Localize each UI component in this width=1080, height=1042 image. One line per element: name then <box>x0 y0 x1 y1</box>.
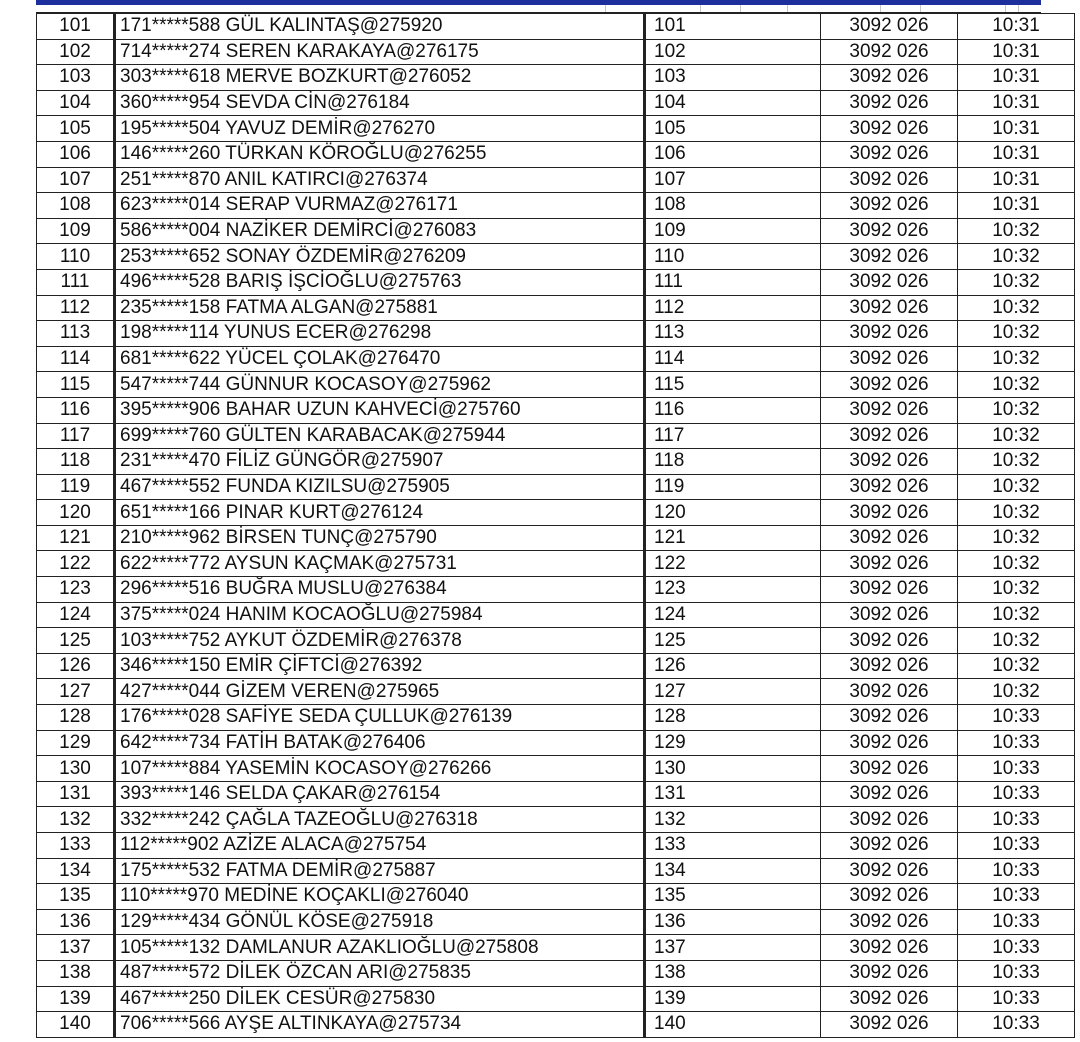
table-row <box>37 218 1075 244</box>
applicant-entry: 195*****504 YAVUZ DEMİR@276270 <box>115 116 645 142</box>
time-cell: 10:32 <box>958 346 1075 372</box>
row-number: 111 <box>37 269 115 295</box>
applicant-entry: 623*****014 SERAP VURMAZ@276171 <box>115 193 645 219</box>
code-cell: 3092 026 <box>821 884 958 910</box>
row-number: 102 <box>37 39 115 65</box>
table-row <box>37 397 1075 423</box>
row-number: 118 <box>37 449 115 475</box>
applicant-entry: 129*****434 GÖNÜL KÖSE@275918 <box>115 909 645 935</box>
table-row <box>37 730 1075 756</box>
row-number: 138 <box>37 960 115 986</box>
code-cell: 3092 026 <box>821 500 958 526</box>
time-cell: 10:32 <box>958 397 1075 423</box>
sequence-number: 129 <box>645 730 821 756</box>
code-cell: 3092 026 <box>821 679 958 705</box>
sequence-number: 127 <box>645 679 821 705</box>
row-number: 135 <box>37 884 115 910</box>
sequence-number: 115 <box>645 372 821 398</box>
applicant-entry: 146*****260 TÜRKAN KÖROĞLU@276255 <box>115 141 645 167</box>
sequence-number: 102 <box>645 39 821 65</box>
table-row <box>37 244 1075 270</box>
code-cell: 3092 026 <box>821 167 958 193</box>
code-cell: 3092 026 <box>821 986 958 1012</box>
time-cell: 10:31 <box>958 193 1075 219</box>
code-cell: 3092 026 <box>821 1012 958 1038</box>
sequence-number: 114 <box>645 346 821 372</box>
applicant-entry: 231*****470 FİLİZ GÜNGÖR@275907 <box>115 449 645 475</box>
applicant-entry: 427*****044 GİZEM VEREN@275965 <box>115 679 645 705</box>
code-cell: 3092 026 <box>821 807 958 833</box>
row-number: 112 <box>37 295 115 321</box>
time-cell: 10:33 <box>958 986 1075 1012</box>
table-row <box>37 474 1075 500</box>
sequence-number: 123 <box>645 577 821 603</box>
applicant-entry: 467*****250 DİLEK CESÜR@275830 <box>115 986 645 1012</box>
row-number: 121 <box>37 525 115 551</box>
row-number: 132 <box>37 807 115 833</box>
time-cell: 10:31 <box>958 39 1075 65</box>
code-cell: 3092 026 <box>821 756 958 782</box>
table-row <box>37 90 1075 116</box>
row-number: 137 <box>37 935 115 961</box>
code-cell: 3092 026 <box>821 525 958 551</box>
applicant-entry: 210*****962 BİRSEN TUNÇ@275790 <box>115 525 645 551</box>
sequence-number: 109 <box>645 218 821 244</box>
sequence-number: 110 <box>645 244 821 270</box>
code-cell: 3092 026 <box>821 551 958 577</box>
sequence-number: 113 <box>645 321 821 347</box>
table-row <box>37 628 1075 654</box>
time-cell: 10:32 <box>958 577 1075 603</box>
time-cell: 10:32 <box>958 269 1075 295</box>
row-number: 109 <box>37 218 115 244</box>
sequence-number: 121 <box>645 525 821 551</box>
table-row <box>37 372 1075 398</box>
code-cell: 3092 026 <box>821 269 958 295</box>
time-cell: 10:32 <box>958 372 1075 398</box>
table-row <box>37 960 1075 986</box>
sequence-number: 103 <box>645 65 821 91</box>
row-number: 122 <box>37 551 115 577</box>
time-cell: 10:31 <box>958 65 1075 91</box>
sequence-number: 138 <box>645 960 821 986</box>
time-cell: 10:32 <box>958 551 1075 577</box>
time-cell: 10:32 <box>958 244 1075 270</box>
time-cell: 10:31 <box>958 116 1075 142</box>
applicant-entry: 622*****772 AYSUN KAÇMAK@275731 <box>115 551 645 577</box>
table-row <box>37 65 1075 91</box>
applicant-entry: 681*****622 YÜCEL ÇOLAK@276470 <box>115 346 645 372</box>
table-row <box>37 14 1075 40</box>
row-number: 139 <box>37 986 115 1012</box>
table-row <box>37 116 1075 142</box>
row-number: 128 <box>37 705 115 731</box>
sequence-number: 134 <box>645 858 821 884</box>
row-number: 134 <box>37 858 115 884</box>
applicant-entry: 296*****516 BUĞRA MUSLU@276384 <box>115 577 645 603</box>
table-row <box>37 39 1075 65</box>
row-number: 120 <box>37 500 115 526</box>
row-number: 125 <box>37 628 115 654</box>
sequence-number: 117 <box>645 423 821 449</box>
table-row <box>37 705 1075 731</box>
applicant-entry: 651*****166 PINAR KURT@276124 <box>115 500 645 526</box>
time-cell: 10:31 <box>958 141 1075 167</box>
time-cell: 10:32 <box>958 474 1075 500</box>
applicant-entry: 547*****744 GÜNNUR KOCASOY@275962 <box>115 372 645 398</box>
row-number: 110 <box>37 244 115 270</box>
sequence-number: 107 <box>645 167 821 193</box>
row-number: 108 <box>37 193 115 219</box>
table-row <box>37 935 1075 961</box>
code-cell: 3092 026 <box>821 705 958 731</box>
code-cell: 3092 026 <box>821 833 958 859</box>
applicant-entry: 586*****004 NAZİKER DEMİRCİ@276083 <box>115 218 645 244</box>
table-row <box>37 679 1075 705</box>
time-cell: 10:32 <box>958 500 1075 526</box>
sequence-number: 101 <box>645 14 821 40</box>
applicant-entry: 198*****114 YUNUS ECER@276298 <box>115 321 645 347</box>
row-number: 103 <box>37 65 115 91</box>
table-row <box>37 833 1075 859</box>
time-cell: 10:32 <box>958 525 1075 551</box>
code-cell: 3092 026 <box>821 90 958 116</box>
sequence-number: 135 <box>645 884 821 910</box>
time-cell: 10:32 <box>958 628 1075 654</box>
code-cell: 3092 026 <box>821 244 958 270</box>
table-row <box>37 884 1075 910</box>
code-cell: 3092 026 <box>821 449 958 475</box>
table-row <box>37 551 1075 577</box>
code-cell: 3092 026 <box>821 14 958 40</box>
time-cell: 10:33 <box>958 858 1075 884</box>
sequence-number: 128 <box>645 705 821 731</box>
row-number: 123 <box>37 577 115 603</box>
time-cell: 10:33 <box>958 756 1075 782</box>
applicant-entry: 112*****902 AZİZE ALACA@275754 <box>115 833 645 859</box>
row-number: 104 <box>37 90 115 116</box>
sequence-number: 105 <box>645 116 821 142</box>
result-table <box>36 13 1075 1038</box>
applicant-entry: 105*****132 DAMLANUR AZAKLIOĞLU@275808 <box>115 935 645 961</box>
applicant-entry: 714*****274 SEREN KARAKAYA@276175 <box>115 39 645 65</box>
code-cell: 3092 026 <box>821 397 958 423</box>
applicant-entry: 699*****760 GÜLTEN KARABACAK@275944 <box>115 423 645 449</box>
applicant-entry: 110*****970 MEDİNE KOÇAKLI@276040 <box>115 884 645 910</box>
applicant-entry: 467*****552 FUNDA KIZILSU@275905 <box>115 474 645 500</box>
code-cell: 3092 026 <box>821 781 958 807</box>
code-cell: 3092 026 <box>821 577 958 603</box>
row-number: 140 <box>37 1012 115 1038</box>
row-number: 129 <box>37 730 115 756</box>
sequence-number: 126 <box>645 653 821 679</box>
sequence-number: 130 <box>645 756 821 782</box>
table-row <box>37 653 1075 679</box>
code-cell: 3092 026 <box>821 423 958 449</box>
time-cell: 10:33 <box>958 807 1075 833</box>
row-number: 113 <box>37 321 115 347</box>
applicant-entry: 235*****158 FATMA ALGAN@275881 <box>115 295 645 321</box>
code-cell: 3092 026 <box>821 218 958 244</box>
time-cell: 10:33 <box>958 833 1075 859</box>
table-row <box>37 986 1075 1012</box>
time-cell: 10:33 <box>958 1012 1075 1038</box>
code-cell: 3092 026 <box>821 141 958 167</box>
row-number: 114 <box>37 346 115 372</box>
time-cell: 10:33 <box>958 730 1075 756</box>
row-number: 126 <box>37 653 115 679</box>
time-cell: 10:33 <box>958 705 1075 731</box>
table-row <box>37 577 1075 603</box>
top-blue-bar <box>36 0 1041 5</box>
time-cell: 10:33 <box>958 909 1075 935</box>
applicant-entry: 496*****528 BARIŞ İŞCİOĞLU@275763 <box>115 269 645 295</box>
table-row <box>37 141 1075 167</box>
sequence-number: 136 <box>645 909 821 935</box>
row-number: 107 <box>37 167 115 193</box>
applicant-entry: 107*****884 YASEMİN KOCASOY@276266 <box>115 756 645 782</box>
time-cell: 10:32 <box>958 602 1075 628</box>
table-row <box>37 525 1075 551</box>
time-cell: 10:33 <box>958 960 1075 986</box>
code-cell: 3092 026 <box>821 628 958 654</box>
code-cell: 3092 026 <box>821 321 958 347</box>
sequence-number: 131 <box>645 781 821 807</box>
applicant-entry: 171*****588 GÜL KALINTAŞ@275920 <box>115 14 645 40</box>
code-cell: 3092 026 <box>821 39 958 65</box>
time-cell: 10:33 <box>958 935 1075 961</box>
applicant-entry: 487*****572 DİLEK ÖZCAN ARI@275835 <box>115 960 645 986</box>
sequence-number: 137 <box>645 935 821 961</box>
applicant-entry: 103*****752 AYKUT ÖZDEMİR@276378 <box>115 628 645 654</box>
sequence-number: 125 <box>645 628 821 654</box>
code-cell: 3092 026 <box>821 909 958 935</box>
row-number: 131 <box>37 781 115 807</box>
table-row <box>37 346 1075 372</box>
row-number: 119 <box>37 474 115 500</box>
applicant-entry: 175*****532 FATMA DEMİR@275887 <box>115 858 645 884</box>
table-row <box>37 269 1075 295</box>
row-number: 101 <box>37 14 115 40</box>
code-cell: 3092 026 <box>821 858 958 884</box>
code-cell: 3092 026 <box>821 372 958 398</box>
code-cell: 3092 026 <box>821 65 958 91</box>
code-cell: 3092 026 <box>821 653 958 679</box>
row-number: 124 <box>37 602 115 628</box>
code-cell: 3092 026 <box>821 730 958 756</box>
applicant-entry: 253*****652 SONAY ÖZDEMİR@276209 <box>115 244 645 270</box>
row-number: 133 <box>37 833 115 859</box>
table-row <box>37 909 1075 935</box>
row-number: 116 <box>37 397 115 423</box>
applicant-entry: 395*****906 BAHAR UZUN KAHVECİ@275760 <box>115 397 645 423</box>
table-body <box>37 14 1075 1038</box>
applicant-entry: 375*****024 HANIM KOCAOĞLU@275984 <box>115 602 645 628</box>
time-cell: 10:32 <box>958 321 1075 347</box>
time-cell: 10:32 <box>958 449 1075 475</box>
row-number: 130 <box>37 756 115 782</box>
code-cell: 3092 026 <box>821 116 958 142</box>
sequence-number: 140 <box>645 1012 821 1038</box>
sequence-number: 122 <box>645 551 821 577</box>
code-cell: 3092 026 <box>821 474 958 500</box>
time-cell: 10:32 <box>958 295 1075 321</box>
table-row <box>37 423 1075 449</box>
row-number: 106 <box>37 141 115 167</box>
time-cell: 10:33 <box>958 781 1075 807</box>
time-cell: 10:31 <box>958 167 1075 193</box>
code-cell: 3092 026 <box>821 602 958 628</box>
applicant-entry: 251*****870 ANIL KATIRCI@276374 <box>115 167 645 193</box>
time-cell: 10:32 <box>958 218 1075 244</box>
time-cell: 10:31 <box>958 90 1075 116</box>
row-number: 136 <box>37 909 115 935</box>
sequence-number: 132 <box>645 807 821 833</box>
sequence-number: 106 <box>645 141 821 167</box>
sequence-number: 118 <box>645 449 821 475</box>
applicant-entry: 346*****150 EMİR ÇİFTCİ@276392 <box>115 653 645 679</box>
code-cell: 3092 026 <box>821 193 958 219</box>
sequence-number: 119 <box>645 474 821 500</box>
table-row <box>37 449 1075 475</box>
code-cell: 3092 026 <box>821 935 958 961</box>
code-cell: 3092 026 <box>821 960 958 986</box>
sequence-number: 120 <box>645 500 821 526</box>
table-row <box>37 858 1075 884</box>
time-cell: 10:33 <box>958 884 1075 910</box>
time-cell: 10:32 <box>958 653 1075 679</box>
sequence-number: 112 <box>645 295 821 321</box>
table-row <box>37 167 1075 193</box>
sequence-number: 108 <box>645 193 821 219</box>
row-number: 115 <box>37 372 115 398</box>
sequence-number: 139 <box>645 986 821 1012</box>
table-row <box>37 193 1075 219</box>
table-row <box>37 602 1075 628</box>
applicant-entry: 706*****566 AYŞE ALTINKAYA@275734 <box>115 1012 645 1038</box>
code-cell: 3092 026 <box>821 346 958 372</box>
sequence-number: 133 <box>645 833 821 859</box>
applicant-entry: 360*****954 SEVDA CİN@276184 <box>115 90 645 116</box>
applicant-entry: 303*****618 MERVE BOZKURT@276052 <box>115 65 645 91</box>
table-row <box>37 500 1075 526</box>
sequence-number: 111 <box>645 269 821 295</box>
table-row <box>37 756 1075 782</box>
row-number: 117 <box>37 423 115 449</box>
applicant-entry: 176*****028 SAFİYE SEDA ÇULLUK@276139 <box>115 705 645 731</box>
table-row <box>37 781 1075 807</box>
row-number: 105 <box>37 116 115 142</box>
applicant-entry: 332*****242 ÇAĞLA TAZEOĞLU@276318 <box>115 807 645 833</box>
table-row <box>37 807 1075 833</box>
applicant-entry: 393*****146 SELDA ÇAKAR@276154 <box>115 781 645 807</box>
row-number: 127 <box>37 679 115 705</box>
table-row <box>37 295 1075 321</box>
sequence-number: 116 <box>645 397 821 423</box>
table-row <box>37 321 1075 347</box>
applicant-entry: 642*****734 FATİH BATAK@276406 <box>115 730 645 756</box>
sequence-number: 124 <box>645 602 821 628</box>
time-cell: 10:31 <box>958 14 1075 40</box>
code-cell: 3092 026 <box>821 295 958 321</box>
table-row <box>37 1012 1075 1038</box>
time-cell: 10:32 <box>958 423 1075 449</box>
time-cell: 10:32 <box>958 679 1075 705</box>
sequence-number: 104 <box>645 90 821 116</box>
